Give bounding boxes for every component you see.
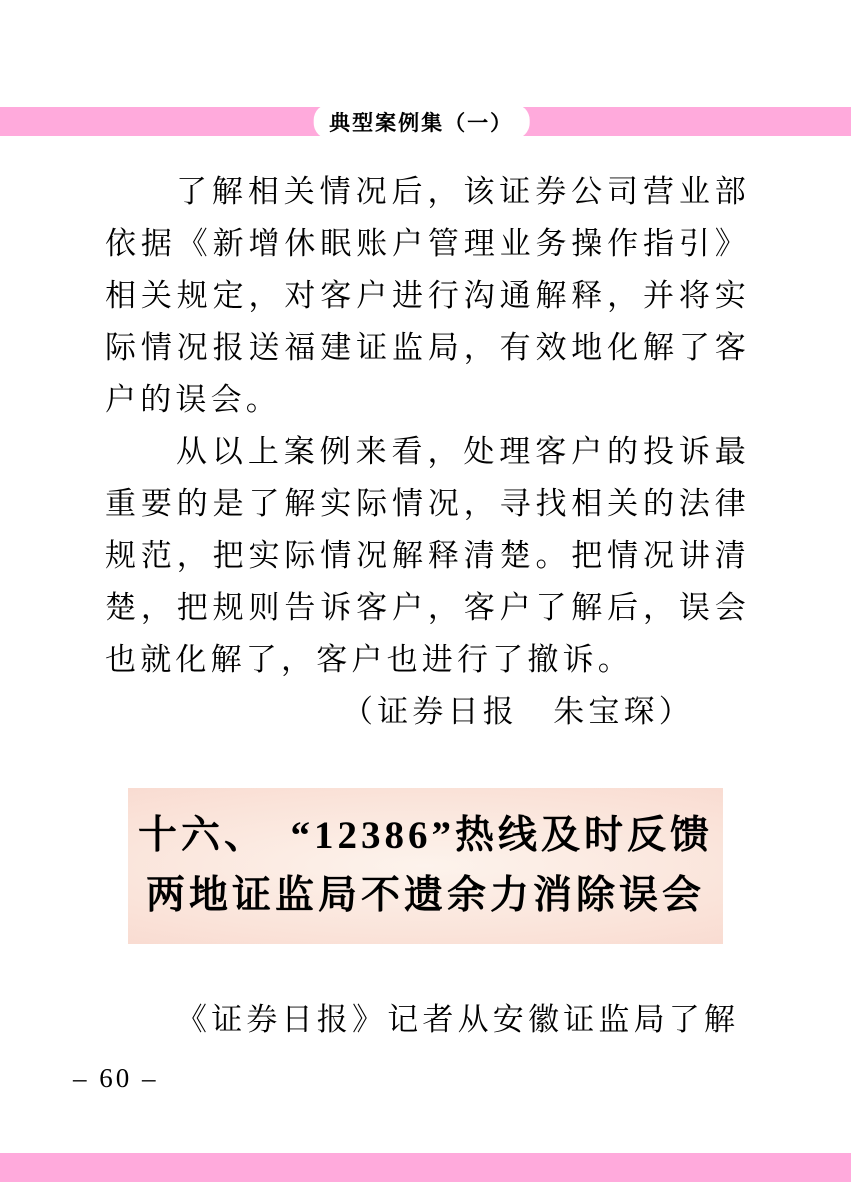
section-opening-paragraph: 《证券日报》记者从安徽证监局了解 <box>176 1002 740 1037</box>
paragraph: 了解相关情况后，该证券公司营业部依据《新增休眠账户管理业务操作指引》相关规定，对客户进行沟通解释，并将实际情况报送福建证监局，有效地化解了客户的误会。 <box>105 174 750 417</box>
section-title-line1: 十六、 “12386”热线及时反馈 <box>137 814 713 857</box>
section-title-line2: 两地证监局不遗余力消除误会 <box>145 874 705 917</box>
page-number: – 60 – <box>73 1063 159 1093</box>
source-attribution: （证券日报 朱宝琛） <box>342 694 694 729</box>
paragraph: 从以上案例来看，处理客户的投诉最重要的是了解实际情况，寻找相关的法律规范，把实际情况解释清楚。把情况讲清楚，把规则告诉客户，客户了解后，误会也就化解了，客户也进行了撤诉。 <box>105 434 750 677</box>
top-pink-band <box>0 107 851 136</box>
section-title-block <box>128 788 723 944</box>
running-head-title: 典型案例集（一） <box>329 111 514 135</box>
running-head <box>313 104 529 139</box>
bottom-pink-band <box>0 1153 851 1182</box>
body-text-block <box>105 166 750 738</box>
